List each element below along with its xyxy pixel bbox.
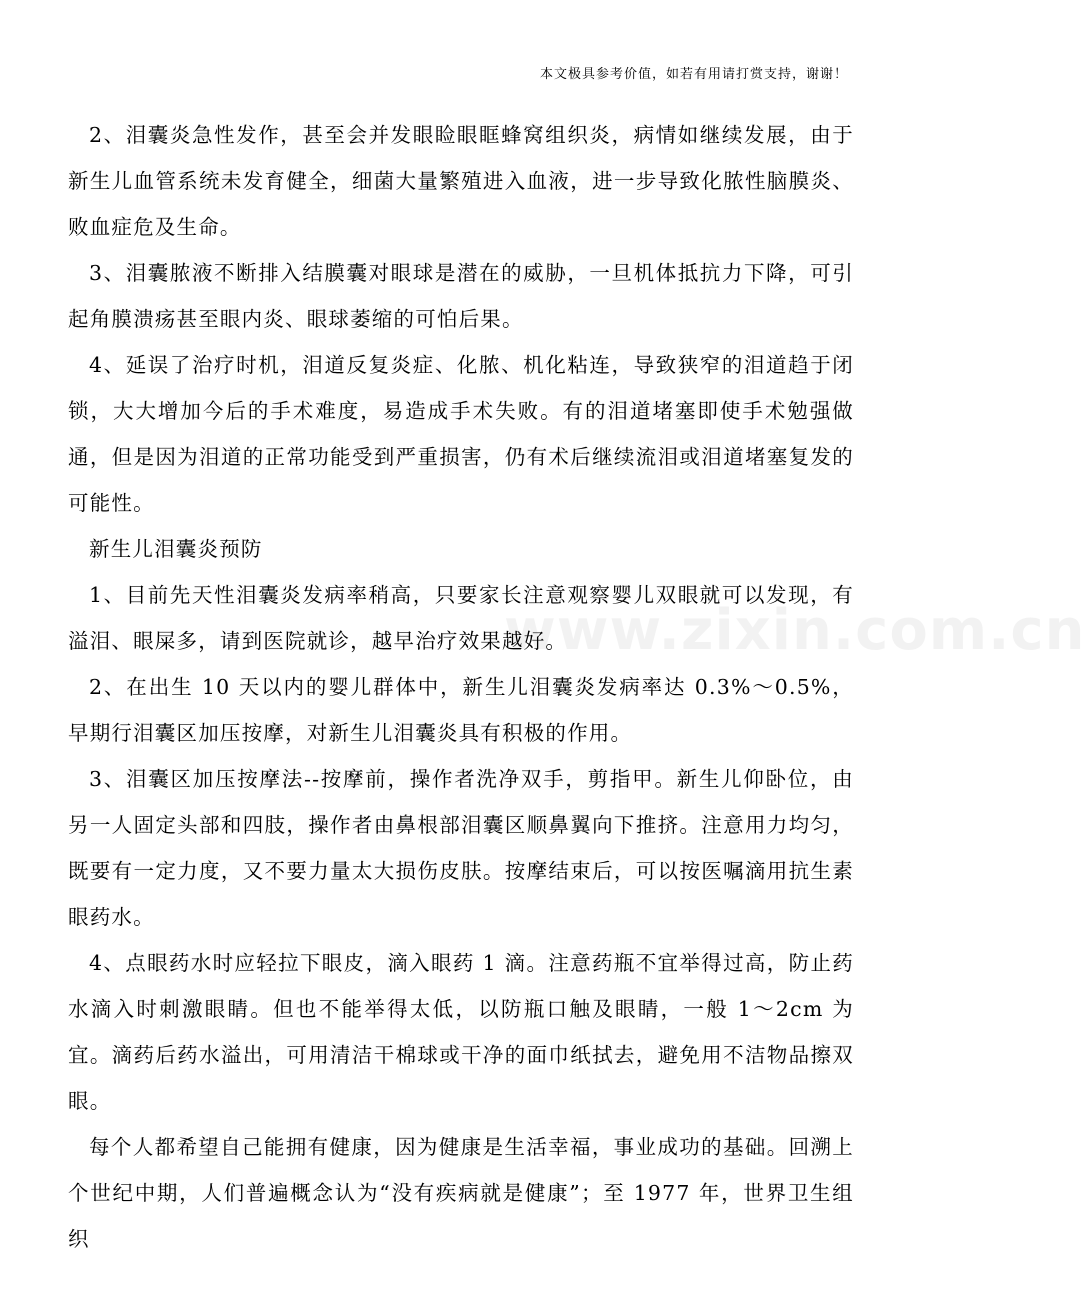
- document-body: [68, 112, 854, 1262]
- paragraph-complication-2: 2、泪囊炎急性发作，甚至会并发眼睑眼眶蜂窝组织炎，病情如继续发展，由于新生儿血管系统未发育健全，细菌大量繁殖进入血液，进一步导致化脓性脑膜炎、败血症危及生命。: [68, 123, 854, 239]
- paragraph-health-intro: 每个人都希望自己能拥有健康，因为健康是生活幸福，事业成功的基础。回溯上个世纪中期，人们普遍概念认为“没有疾病就是健康”；至 1977 年，世界卫生组织: [68, 1135, 854, 1251]
- paragraph-prevention-4: 4、点眼药水时应轻拉下眼皮，滴入眼药 1 滴。注意药瓶不宜举得过高，防止药水滴入时刺激眼睛。但也不能举得太低，以防瓶口触及眼睛，一般 1～2cm 为宜。滴药后药水溢出，可用清洁干棉球或干净的面巾纸拭去，避免用不洁物品擦双眼。: [68, 951, 854, 1113]
- watermark: www.zixin.com.cn: [504, 598, 1086, 663]
- section-heading-prevention: 新生儿泪囊炎预防: [89, 537, 263, 561]
- header-note: 本文极具参考价值，如若有用请打赏支持，谢谢！: [539, 67, 848, 82]
- paragraph-prevention-1: 1、目前先天性泪囊炎发病率稍高，只要家长注意观察婴儿双眼就可以发现，有溢泪、眼屎多，请到医院就诊，越早治疗效果越好。: [68, 583, 854, 653]
- paragraph-complication-4: 4、延误了治疗时机，泪道反复炎症、化脓、机化粘连，导致狭窄的泪道趋于闭锁，大大增加今后的手术难度，易造成手术失败。有的泪道堵塞即使手术勉强做通，但是因为泪道的正常功能受到严重损害，仍有术后继续流泪或泪道堵塞复发的可能性。: [68, 353, 854, 515]
- paragraph-prevention-2: 2、在出生 10 天以内的婴儿群体中，新生儿泪囊炎发病率达 0.3%～0.5%，早期行泪囊区加压按摩，对新生儿泪囊炎具有积极的作用。: [68, 675, 854, 745]
- paragraph-complication-3: 3、泪囊脓液不断排入结膜囊对眼球是潜在的威胁，一旦机体抵抗力下降，可引起角膜溃疡甚至眼内炎、眼球萎缩的可怕后果。: [68, 261, 854, 331]
- paragraph-prevention-3: 3、泪囊区加压按摩法--按摩前，操作者洗净双手，剪指甲。新生儿仰卧位，由另一人固定头部和四肢，操作者由鼻根部泪囊区顺鼻翼向下推挤。注意用力均匀，既要有一定力度，又不要力量太大损伤皮肤。按摩结束后，可以按医嘱滴用抗生素眼药水。: [68, 767, 854, 929]
